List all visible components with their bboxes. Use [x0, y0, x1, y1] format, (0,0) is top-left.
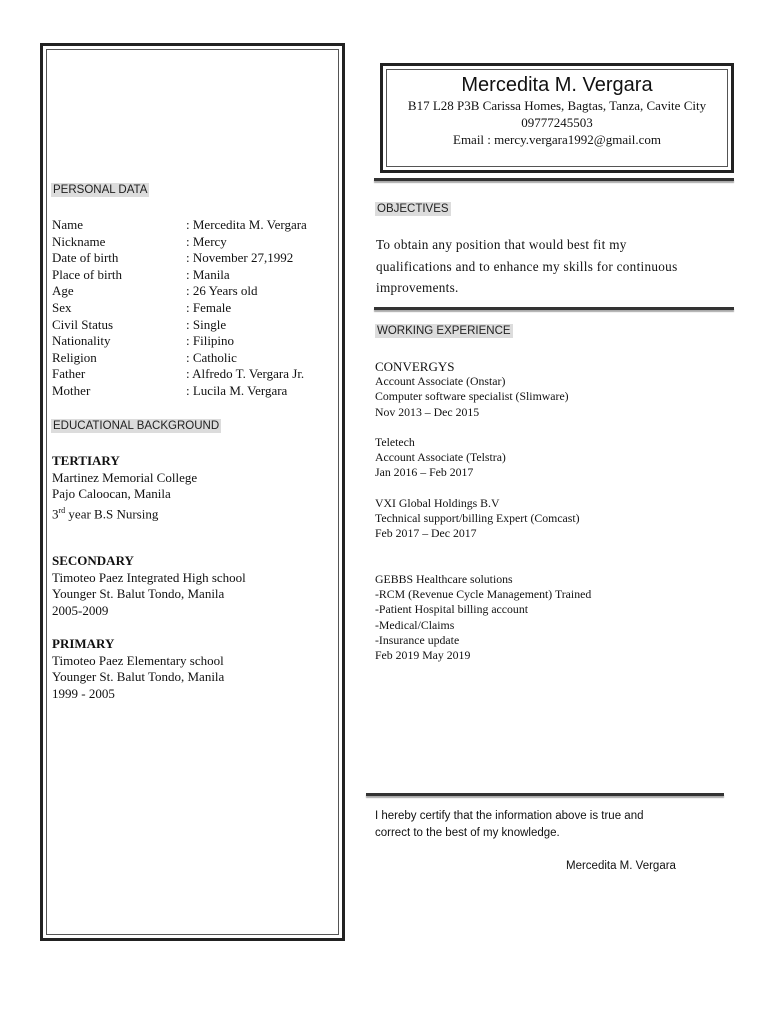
objectives-line: improvements. — [376, 280, 459, 295]
experience-heading: WORKING EXPERIENCE — [377, 325, 511, 337]
personal-row-nationality — [52, 333, 342, 350]
job-detail: -RCM (Revenue Cycle Management) Trained — [375, 587, 592, 602]
personal-row-pob — [52, 267, 342, 284]
job-dates: Feb 2019 May 2019 — [375, 648, 471, 663]
personal-value: : Catholic — [186, 349, 237, 365]
job-company: Teletech — [375, 435, 415, 449]
education-school: Timoteo Paez Elementary school — [52, 652, 224, 668]
divider — [374, 178, 734, 181]
job-detail: Technical support/billing Expert (Comcast) — [375, 511, 580, 526]
job-company: CONVERGYS — [375, 359, 455, 374]
personal-value: : Lucila M. Vergara — [186, 382, 288, 398]
personal-value: : 26 Years old — [186, 283, 258, 299]
education-years: 2005-2009 — [52, 602, 109, 618]
education-secondary — [52, 553, 246, 619]
personal-value: : November 27,1992 — [186, 250, 294, 266]
personal-key: Religion — [52, 349, 97, 365]
personal-key: Name — [52, 217, 84, 232]
job-entry — [375, 496, 580, 542]
objectives-text — [376, 234, 736, 299]
personal-data-heading: PERSONAL DATA — [53, 184, 148, 196]
personal-key: Mother — [52, 382, 91, 398]
education-school: Timoteo Paez Integrated High school — [52, 569, 246, 585]
job-detail: Account Associate (Onstar) — [375, 374, 506, 389]
education-school: Martinez Memorial College — [52, 469, 198, 485]
applicant-name: Mercedita M. Vergara — [461, 74, 653, 96]
education-address: Younger St. Balut Tondo, Manila — [52, 669, 225, 685]
personal-row-name — [52, 217, 342, 234]
divider — [374, 307, 734, 310]
education-address: Pajo Caloocan, Manila — [52, 486, 171, 502]
education-years: 1999 - 2005 — [52, 685, 115, 701]
applicant-phone: 09777245503 — [521, 115, 593, 130]
personal-key: Place of birth — [52, 266, 123, 282]
job-company: VXI Global Holdings B.V — [375, 496, 500, 510]
personal-data-table — [52, 217, 342, 400]
education-address: Younger St. Balut Tondo, Manila — [52, 586, 225, 602]
applicant-address: B17 L28 P3B Carissa Homes, Bagtas, Tanza, Cavite City — [407, 98, 707, 113]
certification-line: I hereby certify that the information above is true and — [375, 810, 644, 822]
personal-row-sex — [52, 300, 342, 317]
certification-line: correct to the best of my knowledge. — [375, 827, 560, 839]
job-entry — [375, 572, 591, 663]
personal-key: Age — [52, 283, 74, 299]
personal-key: Date of birth — [52, 250, 119, 266]
personal-value: : Mercy — [186, 233, 227, 249]
job-detail: Computer software specialist (Slimware) — [375, 389, 569, 404]
personal-row-father — [52, 366, 342, 383]
job-company: GEBBS Healthcare solutions — [375, 572, 513, 586]
divider — [366, 793, 724, 796]
personal-value: : Alfredo T. Vergara Jr. — [186, 366, 305, 382]
personal-row-dob — [52, 250, 342, 267]
personal-value: : Mercedita M. Vergara — [186, 217, 307, 232]
personal-row-mother — [52, 383, 342, 400]
personal-row-age — [52, 283, 342, 300]
certification-text — [375, 808, 715, 842]
personal-row-religion — [52, 350, 342, 367]
education-year-text: year B.S Nursing — [65, 506, 159, 522]
job-dates: Jan 2016 – Feb 2017 — [375, 465, 474, 480]
education-year-suffix: rd — [58, 505, 66, 515]
objectives-heading: OBJECTIVES — [377, 203, 449, 215]
personal-row-nickname — [52, 234, 342, 251]
job-detail: -Patient Hospital billing account — [375, 602, 529, 617]
education-primary — [52, 636, 224, 702]
applicant-email: Email : mercy.vergara1992@gmail.com — [453, 132, 661, 147]
personal-key: Nationality — [52, 333, 111, 349]
job-detail: -Medical/Claims — [375, 617, 455, 632]
personal-key: Nickname — [52, 233, 106, 249]
personal-value: : Manila — [186, 266, 230, 282]
personal-value: : Female — [186, 299, 232, 315]
education-tertiary — [52, 453, 197, 523]
contact-header-box — [380, 63, 734, 173]
education-level: SECONDARY — [52, 553, 134, 568]
personal-row-civil-status — [52, 317, 342, 334]
job-dates: Nov 2013 – Dec 2015 — [375, 404, 480, 419]
job-dates: Feb 2017 – Dec 2017 — [375, 526, 477, 541]
education-level: TERTIARY — [52, 453, 120, 468]
education-year — [52, 503, 197, 523]
personal-value: : Filipino — [186, 333, 235, 349]
education-heading: EDUCATIONAL BACKGROUND — [53, 420, 220, 432]
signature-name: Mercedita M. Vergara — [566, 860, 676, 872]
education-year-number: 3 — [52, 506, 59, 522]
personal-value: : Single — [186, 316, 227, 332]
job-detail: -Insurance update — [375, 632, 460, 647]
objectives-line: qualifications and to enhance my skills for continuous — [376, 258, 678, 274]
education-level: PRIMARY — [52, 636, 115, 651]
personal-key: Father — [52, 366, 86, 382]
job-entry — [375, 435, 506, 481]
personal-key: Civil Status — [52, 316, 114, 332]
objectives-line: To obtain any position that would best fit my — [376, 237, 627, 252]
job-entry — [375, 359, 569, 420]
job-detail: Account Associate (Telstra) — [375, 450, 506, 465]
personal-key: Sex — [52, 299, 72, 315]
